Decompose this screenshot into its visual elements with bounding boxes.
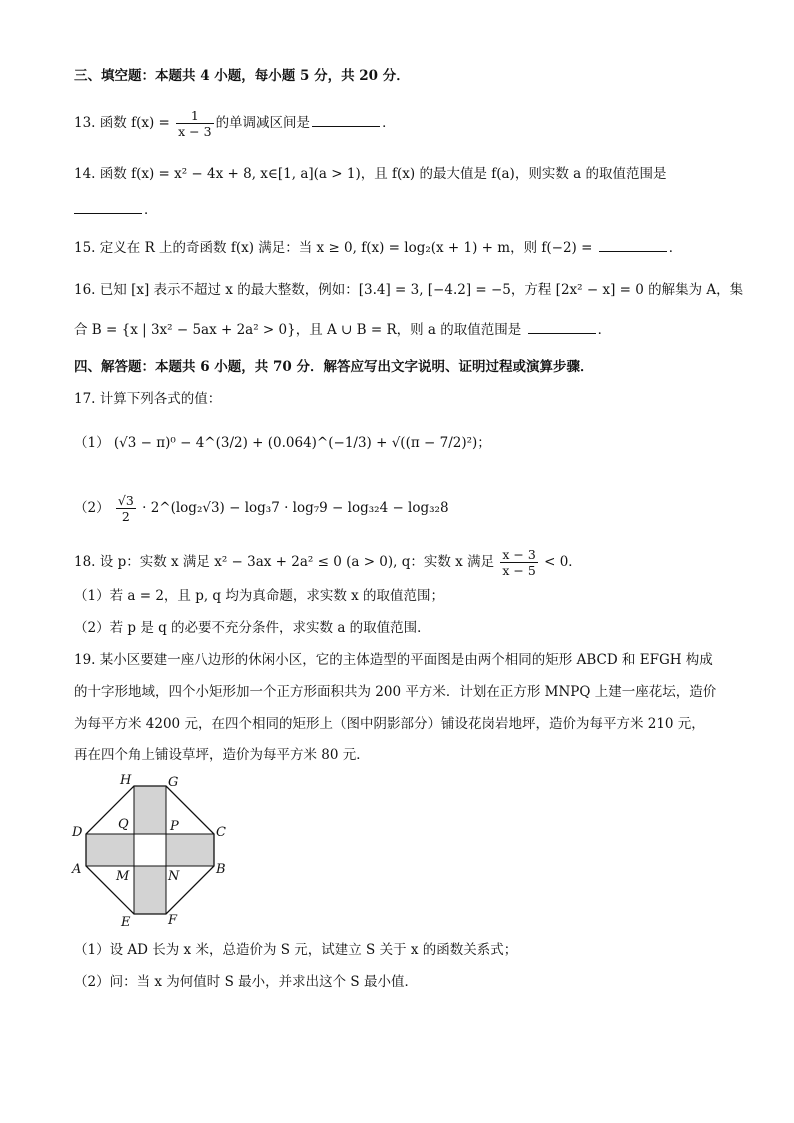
section-3-title: 三、填空题：本题共 4 小题，每小题 5 分，共 20 分． (74, 68, 410, 84)
q15-number: 15. (74, 240, 96, 256)
question-17 (74, 389, 221, 409)
q14-text: 函数 f(x) = x² − 4x + 8, x∈[1, a](a > 1)，且 f(x) 的最大值是 f(a)，则实数 a 的取值范围是 (99, 166, 667, 182)
q19-part2: （2）问：当 x 为何值时 S 最小，并求出这个 S 最小值． (74, 974, 418, 990)
q14-answer-blank[interactable] (74, 201, 142, 214)
q19-part1: （1）设 AD 长为 x 米，总造价为 S 元，试建立 S 关于 x 的函数关系式； (74, 942, 518, 958)
question-14 (74, 164, 666, 184)
question-18 (74, 545, 582, 579)
q13-fraction (176, 108, 213, 139)
q16-text-line2: 合 B = {x | 3x² − 5ax + 2a² > 0}，且 A ∪ B = R，则 a 的取值范围是 (74, 322, 522, 338)
square-mnpq (134, 834, 166, 866)
q13-number: 13. (74, 115, 96, 131)
q18-frac-den: x − 5 (502, 563, 536, 578)
question-19-line1 (74, 650, 713, 670)
q17-part2-label: （2） (74, 500, 110, 516)
shaded-rect-top (134, 786, 166, 834)
label-e: E (121, 915, 131, 930)
q15-end: ． (668, 240, 683, 256)
q17-number: 17. (74, 391, 96, 407)
q16-end: ． (597, 322, 612, 338)
shaded-rect-bottom (134, 866, 166, 914)
question-13 (74, 108, 396, 139)
q19-text-line3: 为每平方米 4200 元，在四个相同的矩形上（图中阴影部分）铺设花岗岩地坪，造价为每平方米 210 元， (74, 716, 705, 732)
q18-frac-num: x − 3 (502, 547, 536, 562)
label-m: M (116, 869, 130, 884)
q19-number: 19. (74, 652, 96, 668)
label-d: D (72, 825, 83, 840)
q18-part1: （1）若 a = 2，且 p, q 均为真命题，求实数 x 的取值范围； (74, 588, 445, 604)
shaded-rect-left (86, 834, 134, 866)
q18-pre: 设 p：实数 x 满足 x² − 3ax + 2a² ≤ 0 (a > 0), q：实数 x 满足 (99, 554, 495, 570)
q15-answer-blank[interactable] (599, 239, 667, 252)
section-4-title: 四、解答题：本题共 6 小题，共 70 分．解答应写出文字说明、证明过程或演算步骤． (74, 359, 594, 375)
shaded-rect-right (166, 834, 214, 866)
label-h: H (120, 773, 132, 788)
q18-post: < 0． (544, 554, 582, 570)
label-g: G (168, 775, 179, 790)
q13-end: ． (382, 115, 396, 131)
question-15 (74, 238, 682, 258)
label-f: F (168, 913, 178, 928)
q14-number: 14. (74, 166, 96, 182)
q16-number: 16. (74, 282, 96, 298)
q15-text: 定义在 R 上的奇函数 f(x) 满足：当 x ≥ 0, f(x) = log₂(x + 1) + m，则 f(−2) = (99, 240, 593, 256)
q13-post: 的单调减区间是 (215, 115, 311, 131)
label-q: Q (118, 817, 129, 832)
q13-frac-num: 1 (176, 108, 213, 124)
q19-text-line1: 某小区要建一座八边形的休闲小区，它的主体造型的平面图是由两个相同的矩形 ABCD 和 EFGH 构成 (99, 652, 713, 668)
q17-part1-expr: (√3 − π)⁰ − 4^(3/2) + (0.064)^(−1/3) + √((π − 7/2)²)； (113, 435, 491, 451)
q14-end: ． (144, 202, 158, 218)
q16-text-line1: 已知 [x] 表示不超过 x 的最大整数，例如：[3.4] = 3, [−4.2] = −5，方程 [2x² − x] = 0 的解集为 A，集 (99, 282, 744, 298)
label-a: A (72, 862, 82, 877)
q17-intro: 计算下列各式的值： (99, 391, 222, 407)
question-16-line2 (74, 320, 611, 340)
q16-answer-blank[interactable] (528, 321, 596, 334)
label-p: P (170, 819, 179, 834)
label-n: N (168, 869, 180, 884)
q18-part2: （2）若 p 是 q 的必要不充分条件，求实数 a 的取值范围． (74, 620, 431, 636)
q19-text-line4: 再在四个角上铺设草坪，造价为每平方米 80 元． (74, 747, 370, 763)
q17-part2-frac-den: 2 (121, 509, 130, 524)
q17-part2-fraction (116, 493, 136, 524)
question-16 (74, 280, 743, 300)
q17-part2-frac-num: √3 (117, 493, 134, 508)
q18-number: 18. (74, 554, 96, 570)
q17-part2-expr: · 2^(log₂√3) − log₃7 · log₇9 − log₃₂4 − log₃₂8 (142, 500, 449, 516)
q17-part2 (74, 490, 449, 526)
q17-part1 (74, 433, 491, 453)
q17-part1-label: （1） (74, 435, 110, 451)
q18-fraction (500, 547, 537, 578)
q13-frac-den: x − 3 (178, 124, 212, 139)
question-14-line2 (74, 200, 158, 220)
label-c: C (216, 825, 226, 840)
q19-text-line2: 的十字形地域，四个小矩形加一个正方形面积共为 200 平方米．计划在正方形 MNPQ 上建一座花坛，造价 (74, 684, 717, 700)
label-b: B (216, 862, 226, 877)
octagon-cross-figure (70, 770, 240, 930)
q13-answer-blank[interactable] (312, 114, 380, 127)
q13-pre: 函数 f(x) = (99, 115, 170, 131)
